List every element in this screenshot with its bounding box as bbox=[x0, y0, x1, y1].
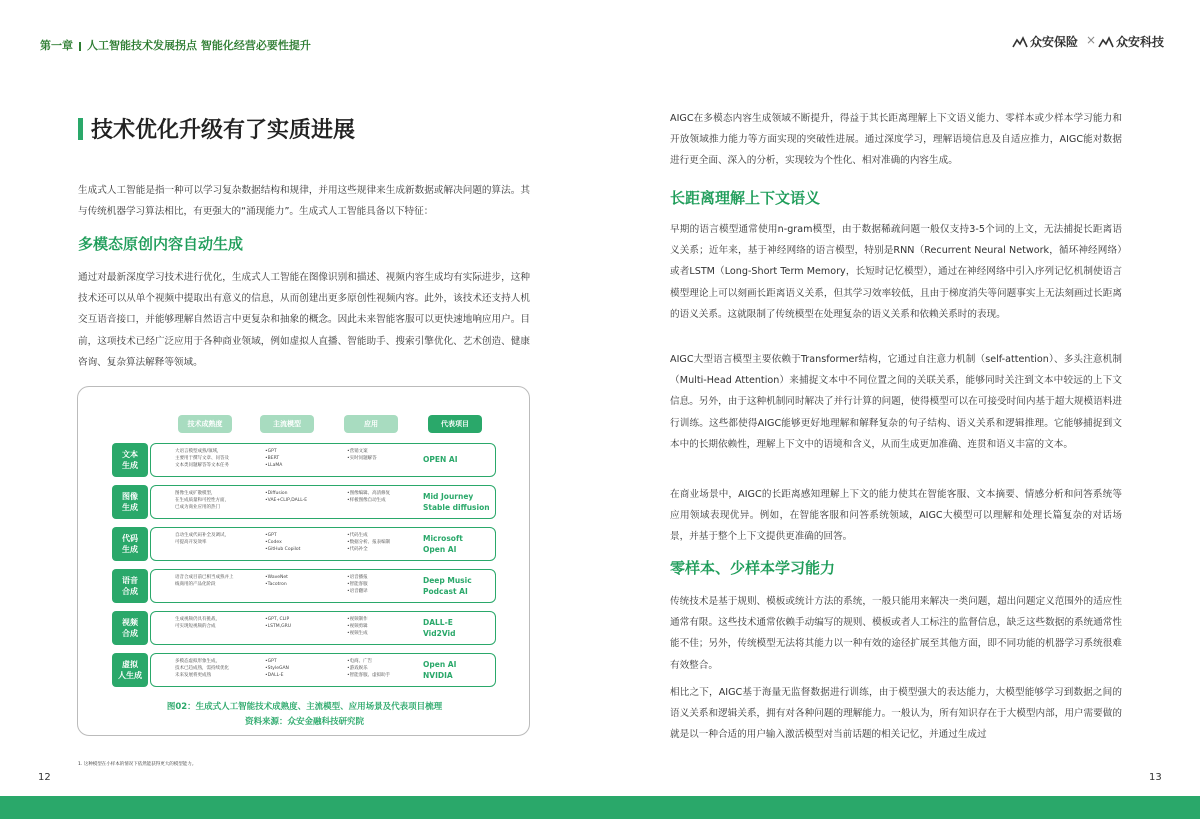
row-content bbox=[150, 653, 496, 687]
zero-shot-paragraph-2: 相比之下，AIGC基于海量无监督数据进行训练，由于模型强大的表达能力，大模型能够学习到数据之间的语义关系和逻辑关系，拥有对各种问题的理解能力。一般认为，所有知识存在于大模型内部，用户需要做的就是以一种合适的用户输入激活模型对当前话题的相关记忆，并通过生成过 bbox=[670, 687, 1122, 741]
models-cell: •Diffusion •VAE+CLIP,DALL-E bbox=[265, 491, 308, 503]
row-label: 文本 生成 bbox=[112, 443, 148, 477]
row-content bbox=[150, 443, 496, 477]
section-heading-multimodal: 多模态原创内容自动生成 bbox=[78, 235, 244, 253]
maturity-cell: 多模态虚拟形象生成， 技术已趋成熟，需持续优化 未来发展将更成熟 bbox=[175, 659, 229, 678]
page-number-right: 13 bbox=[1149, 772, 1162, 783]
maturity-cell: 大语言模型成熟/领域， 主要用于撰写文章、问答及 文本类问题解答等文本任务 bbox=[175, 449, 229, 468]
figure-caption: 图02：生成式人工智能技术成熟度、主流模型、应用场景及代表项目梳理 bbox=[166, 702, 443, 712]
models-cell: •WaveNet •Tacotron bbox=[265, 575, 288, 587]
aigc-technology-figure bbox=[77, 386, 530, 736]
chapter-number: 第一章 bbox=[40, 39, 73, 52]
aigc-intro-paragraph: AIGC在多模态内容生成领域不断提升，得益于其长距离理解上下文语义能力、零样本或少样本学习能力和开放领域推力能力等方面实现的突破性进展。通过深度学习，理解语境信息及自适应推力，AIGC能对数据进行更全面、深入的分析，实现较为个性化、相对准确的内容生成。 bbox=[670, 113, 1122, 167]
figure-source: 资料来源：众安金融科技研究院 bbox=[244, 717, 364, 727]
page-title bbox=[78, 113, 355, 144]
row-content bbox=[150, 611, 496, 645]
footnote: 1. 这种模型在小样本的情况下依然能获得更大的模型能力。 bbox=[78, 762, 197, 767]
section-heading-long-context: 长距离理解上下文语义 bbox=[670, 189, 821, 207]
mountain-logo-icon bbox=[1012, 36, 1028, 48]
intro-paragraph: 生成式人工智能是指一种可以学习复杂数据结构和规律，并用这些规律来生成新数据或解决问题的算法。其与传统机器学习算法相比，有更强大的“涌现能力”。生成式人工智能具备以下特征： bbox=[78, 185, 530, 218]
apps-cell: •语音播报 •智能客服 •语音翻译 bbox=[347, 575, 368, 594]
zhongan-insurance-logo bbox=[1012, 33, 1078, 50]
row-label: 图像 生成 bbox=[112, 485, 148, 519]
zhongan-tech-logo bbox=[1098, 33, 1164, 50]
brand-name: 众安科技 bbox=[1116, 35, 1165, 49]
models-cell: •GPT •StyleGAN •DALL-E bbox=[265, 659, 289, 678]
project-cell: Mid Journey Stable diffusion bbox=[423, 491, 490, 512]
column-header-projects: 代表项目 bbox=[428, 415, 482, 433]
row-label: 代码 生成 bbox=[112, 527, 148, 561]
apps-cell: •图像编辑、高清修复 •样板图像自动生成 bbox=[347, 491, 391, 503]
column-header-maturity: 技术成熟度 bbox=[178, 415, 232, 433]
maturity-cell: 自动生成代码补全及调试， 可提高开发效率 bbox=[175, 533, 229, 545]
chapter-title: 人工智能技术发展拐点 智能化经营必要性提升 bbox=[87, 39, 311, 52]
section-heading-zero-shot: 零样本、少样本学习能力 bbox=[670, 559, 836, 577]
row-content bbox=[150, 569, 496, 603]
zero-shot-paragraph-1: 传统技术是基于规则、模板或统计方法的系统，一般只能用来解决一类问题，超出问题定义范围外的适应性通常有限。这些技术通常依赖手动编写的规则、模板或者人工标注的监督信息，缺乏这些数据的系统通常性能不佳；另外，传统模型无法将其能力以一种有效的途径扩展至其他方面，即不同功能的机器学习系统很难有效整合。 bbox=[670, 596, 1122, 671]
project-cell: OPEN AI bbox=[423, 455, 458, 464]
long-context-paragraph-2: AIGC大型语言模型主要依赖于Transformer结构，它通过自注意力机制（self-attention）、多头注意机制（Multi-Head Attention）来捕捉文本中不同位置之间的关联关系，能够同时关注到文本中较远的上下文信息。另外，由于这种机制同时解决了并行计算的问题，使得模型可以在可接受时间内基于超大规模语料进行训练。这些都使得AIGC能够更好地理解和解释复杂的句子结构、语义关系和逻辑推理。它能够捕捉到文本中的长期依赖性，理解上下文中的语境和含义，从而生成更加准确、连贯和语义丰富的文本。 bbox=[670, 354, 1122, 450]
row-label: 语音 合成 bbox=[112, 569, 148, 603]
apps-cell: •营销文案 •实时问题解答 bbox=[347, 449, 377, 461]
footer-band bbox=[0, 796, 1200, 819]
maturity-cell: 图像生成扩散模型， 在生成质量和可控性方面， 已成为商业应用的热门 bbox=[175, 491, 229, 510]
maturity-cell: 语音合成目前已相当成熟并上 线商用的产品化阶段 bbox=[175, 575, 234, 587]
project-cell: Deep Music Podcast AI bbox=[423, 575, 472, 596]
chapter-divider bbox=[79, 42, 81, 51]
row-label: 虚拟 人生成 bbox=[112, 653, 148, 687]
apps-cell: •视频制作 •视频剪辑 •视频生成 bbox=[347, 617, 368, 636]
mountain-logo-icon bbox=[1098, 36, 1114, 48]
row-label: 视频 合成 bbox=[112, 611, 148, 645]
row-content bbox=[150, 485, 496, 519]
page-title-text: 技术优化升级有了实质进展 bbox=[91, 118, 356, 143]
project-cell: DALL-E Vid2Vid bbox=[423, 617, 456, 638]
multimodal-paragraph: 通过对最新深度学习技术进行优化，生成式人工智能在图像识别和描述、视频内容生成均有实际进步，这种技术还可以从单个视频中提取出有意义的信息，从而创建出更多原创性视频内容。此外，该技术还支持人机交互语音接口，并能够理解自然语言中更复杂和抽象的概念。因此未来智能客服可以更快速地响应用户。目前，这项技术已经广泛应用于各种商业领域，例如虚拟人直播、智能助手、搜索引擎优化、艺术创造、健康咨询、复杂算法解释等领域。 bbox=[78, 272, 530, 368]
project-cell: Microsoft Open AI bbox=[423, 533, 463, 554]
brand-name: 众安保险 bbox=[1030, 35, 1079, 49]
models-cell: •GPT, CLIP •LSTM,GRU bbox=[265, 617, 291, 629]
models-cell: •GPT •Codex •GitHub Copilot bbox=[265, 533, 301, 552]
apps-cell: •代码生成 •数据分析、报表编制 •代码补全 bbox=[347, 533, 391, 552]
title-accent-bar bbox=[78, 118, 83, 140]
page-number-left: 12 bbox=[38, 772, 51, 783]
column-header-models: 主流模型 bbox=[260, 415, 314, 433]
row-content bbox=[150, 527, 496, 561]
project-cell: Open AI NVIDIA bbox=[423, 659, 457, 680]
maturity-cell: 生成视频仍具有挑战， 可实现短视频的合成 bbox=[175, 617, 220, 629]
long-context-paragraph-1: 早期的语言模型通常使用n-gram模型，由于数据稀疏问题一般仅支持3-5个词的上文，无法捕捉长距离语义关系；近年来，基于神经网络的语言模型，特别是RNN（Recurrent Neural Network，循环神经网络）或者LSTM（Long-Short Term Memory，长短时记忆模型），通过在神经网络中引入序列记忆机制使语言模型理论上可以刻画长距离语义关系，但其学习效率较低，且由于梯度消失等问题事实上无法刻画过长距离的语义关系。这就限制了传统模型在处理复杂的语义关系和依赖关系时的表现。 bbox=[670, 224, 1122, 320]
column-header-applications: 应用 bbox=[344, 415, 398, 433]
apps-cell: •电商、广告 •游戏娱乐 •智能客服、虚拟助手 bbox=[347, 659, 391, 678]
long-context-paragraph-3: 在商业场景中，AIGC的长距离感知理解上下文的能力使其在智能客服、文本摘要、情感分析和问答系统等应用领域表现优异。例如，在智能客服和问答系统领域，AIGC大模型可以理解和处理长篇复杂的对话场景，并基于整个上下文提供更准确的回答。 bbox=[670, 489, 1122, 543]
models-cell: •GPT •BERT •LLaMA bbox=[265, 449, 283, 468]
chapter-header bbox=[40, 37, 311, 53]
brand-separator: × bbox=[1086, 33, 1097, 47]
